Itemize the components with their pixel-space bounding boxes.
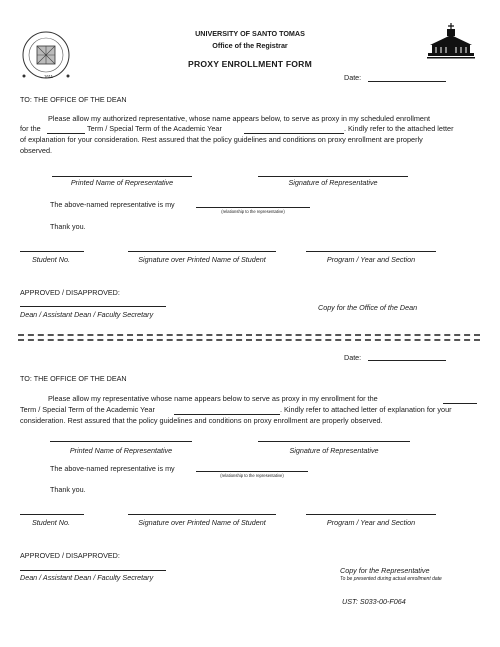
seal-year: 1611 [44, 74, 54, 79]
ust-main-building-icon [426, 23, 476, 59]
printed-name-label-1: Printed Name of Representative [70, 178, 174, 187]
approved-label-1: APPROVED / DISAPPROVED: [20, 288, 120, 297]
dean-label-2: Dean / Assistant Dean / Faculty Secretary [20, 573, 154, 582]
copy-label-2: Copy for the Representative [340, 566, 430, 575]
relationship-field-1[interactable] [196, 207, 310, 208]
program-label-2: Program / Year and Section [326, 518, 416, 527]
academic-year-field-2[interactable] [174, 414, 280, 415]
academic-year-field-1[interactable] [244, 133, 344, 134]
relationship-field-2[interactable] [196, 471, 308, 472]
student-no-field-2[interactable] [20, 514, 84, 515]
program-field-2[interactable] [306, 514, 436, 515]
above-named-1: The above-named representative is my [50, 200, 175, 209]
request-line2b-1: Term / Special Term of the Academic Year [87, 124, 222, 133]
rep-signature-field-1[interactable] [258, 176, 408, 177]
relationship-caption-1: (relationship to the representative) [221, 209, 285, 214]
rep-signature-label-1: Signature of Representative [288, 178, 378, 187]
student-signature-field-2[interactable] [128, 514, 276, 515]
request-line1-2: Please allow my representative whose name appears below to serve as proxy in my enrollment for the [48, 394, 378, 403]
date-field-1[interactable] [368, 81, 446, 82]
request-line2a-1: for the [20, 124, 41, 133]
form-code: UST: S033-00-F064 [342, 597, 406, 606]
student-signature-label-1: Signature over Printed Name of Student [138, 255, 266, 264]
request-line2a-2: Term / Special Term of the Academic Year [20, 405, 155, 414]
student-no-label-1: Student No. [32, 255, 70, 264]
request-line4-1: observed. [20, 146, 53, 155]
dean-signature-field-2[interactable] [20, 570, 166, 571]
term-field-1[interactable] [47, 133, 85, 134]
thank-you-1: Thank you. [50, 222, 86, 231]
addressee-1: TO: THE OFFICE OF THE DEAN [20, 95, 127, 104]
copy-note-2: To be presented during actual enrollment date [340, 576, 442, 582]
thank-you-2: Thank you. [50, 485, 86, 494]
cut-line-2 [18, 339, 480, 341]
term-field-2[interactable] [443, 403, 477, 404]
request-line2b-2: . Kindly refer to attached letter of explanation for your [280, 405, 452, 414]
program-field-1[interactable] [306, 251, 436, 252]
university-name: UNIVERSITY OF SANTO TOMAS [195, 29, 305, 38]
request-line3-2: consideration. Rest assured that the policy guidelines and conditions on proxy enrollment are properly observed. [20, 416, 383, 425]
date-field-2[interactable] [368, 360, 446, 361]
form-title: PROXY ENROLLMENT FORM [188, 59, 312, 69]
printed-name-field-2[interactable] [50, 441, 192, 442]
above-named-2: The above-named representative is my [50, 464, 175, 473]
dean-label-1: Dean / Assistant Dean / Faculty Secretary [20, 310, 154, 319]
request-line1-1: Please allow my authorized representative, whose name appears below, to serve as proxy in my scheduled enrollment [48, 114, 431, 123]
dean-signature-field-1[interactable] [20, 306, 166, 307]
request-line2c-1: . Kindly refer to the attached letter [344, 124, 454, 133]
student-no-field-1[interactable] [20, 251, 84, 252]
student-signature-field-1[interactable] [128, 251, 276, 252]
copy-label-1: Copy for the Office of the Dean [318, 303, 418, 312]
office-name: Office of the Registrar [212, 41, 288, 50]
printed-name-label-2: Printed Name of Representative [69, 446, 173, 455]
printed-name-field-1[interactable] [52, 176, 192, 177]
request-line3-1: of explanation for your consideration. Rest assured that the policy guidelines and conditions on proxy enrollment are properly [20, 135, 423, 144]
relationship-caption-2: (relationship to the representative) [220, 473, 284, 478]
cut-line-1 [18, 334, 480, 336]
date-label-1: Date: [344, 73, 362, 82]
program-label-1: Program / Year and Section [326, 255, 416, 264]
date-label-2: Date: [344, 353, 362, 362]
approved-label-2: APPROVED / DISAPPROVED: [20, 551, 120, 560]
student-signature-label-2: Signature over Printed Name of Student [138, 518, 266, 527]
rep-signature-field-2[interactable] [258, 441, 410, 442]
rep-signature-label-2: Signature of Representative [289, 446, 379, 455]
addressee-2: TO: THE OFFICE OF THE DEAN [20, 374, 127, 383]
student-no-label-2: Student No. [32, 518, 70, 527]
